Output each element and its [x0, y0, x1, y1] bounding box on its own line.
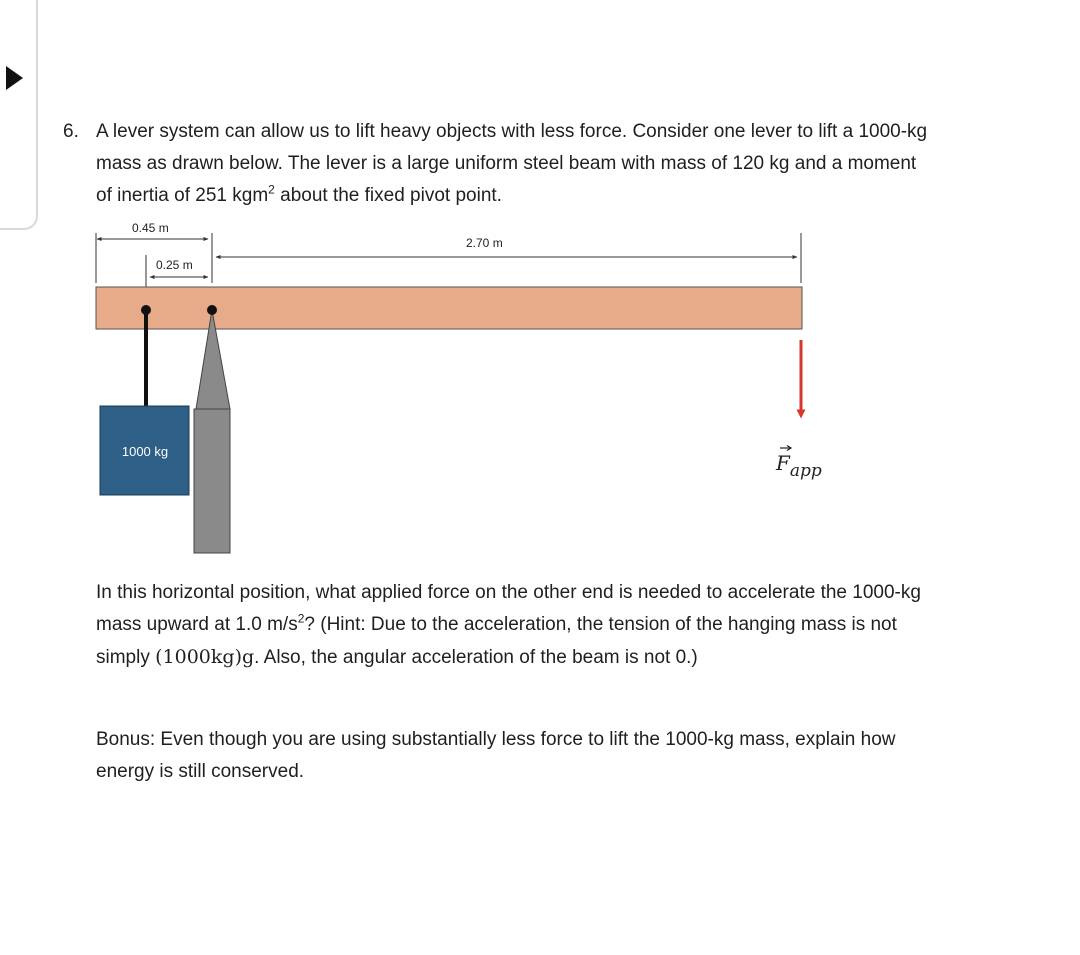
tension-expression: (1000kg)g — [155, 646, 255, 668]
rope-attach-point — [141, 305, 151, 315]
question-text — [96, 577, 936, 674]
intro-text: A lever system can allow us to lift heavy objects with less force. Consider one lever to lift a 1000-kg mass as drawn below. The lever is a large uniform steel beam with mass of 120 kg and a moment of inertia of 251 kgm — [96, 121, 928, 206]
dim-label-025: 0.25 m — [156, 258, 193, 272]
intro-exponent: 2 — [268, 182, 275, 197]
pivot-stand — [194, 409, 230, 553]
question-text-2: ? (Hint: Due to the acceleration, the tension of the hanging mass is not simply — [96, 614, 897, 668]
question-exponent: 2 — [297, 611, 305, 626]
dim-label-270: 2.70 m — [466, 236, 503, 250]
dim-label-045: 0.45 m — [132, 221, 169, 235]
lever-beam — [96, 287, 802, 329]
mass-label: 1000 kg — [121, 444, 169, 459]
question-number: 6. — [63, 121, 79, 142]
bonus-question: Bonus: Even though you are using substantially less force to lift the 1000-kg mass, explain how energy is still conserved. — [96, 729, 896, 782]
force-label — [775, 451, 822, 481]
force-symbol: F — [776, 451, 790, 475]
intro-text-end: about the fixed pivot point. — [274, 185, 502, 206]
pivot-point — [207, 305, 217, 315]
question-text-1: In this horizontal position, what applied force on the other end is needed to accelerate the 1000-kg mass upward at 1.0 m/s — [96, 582, 921, 635]
question-text-3: . Also, the angular acceleration of the beam is not 0.) — [254, 647, 698, 668]
force-subscript: app — [789, 461, 822, 481]
